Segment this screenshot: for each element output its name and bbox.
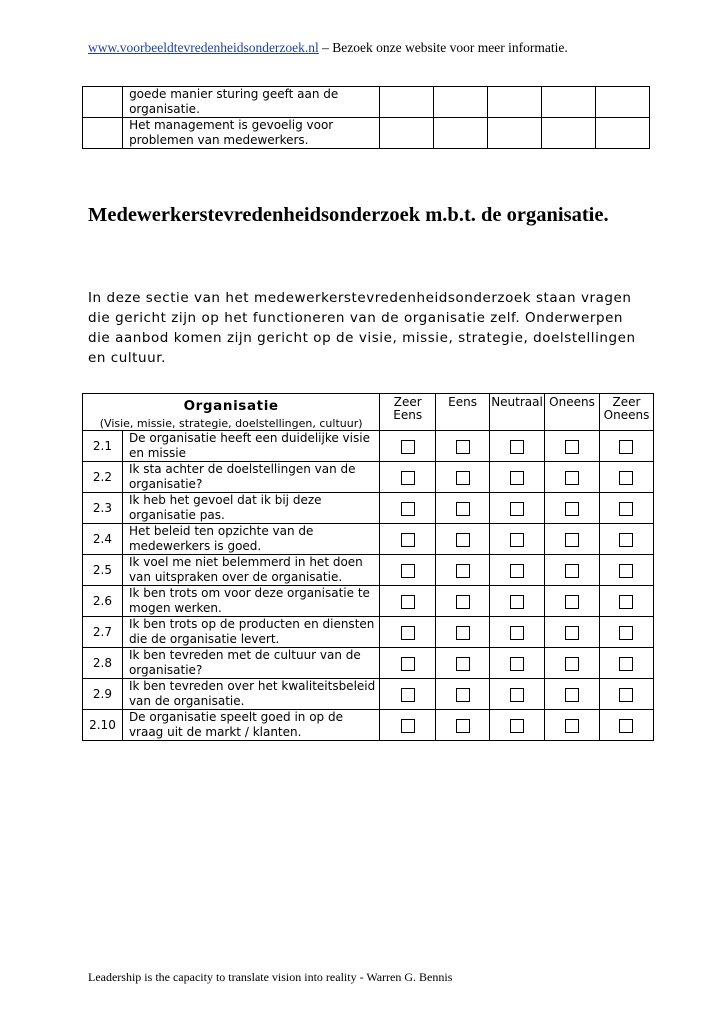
answer-cell[interactable] bbox=[379, 87, 433, 118]
answer-cell bbox=[490, 555, 545, 586]
question-text: Ik ben trots op de producten en diensten die de organisatie levert. bbox=[122, 617, 379, 648]
answer-checkbox[interactable] bbox=[401, 688, 415, 702]
answer-checkbox[interactable] bbox=[510, 502, 524, 516]
answer-checkbox[interactable] bbox=[456, 564, 470, 578]
question-number: 2.9 bbox=[83, 679, 123, 710]
answer-checkbox[interactable] bbox=[565, 533, 579, 547]
answer-checkbox[interactable] bbox=[456, 502, 470, 516]
answer-checkbox[interactable] bbox=[510, 626, 524, 640]
answer-checkbox[interactable] bbox=[456, 626, 470, 640]
answer-cell bbox=[599, 648, 653, 679]
organisation-survey-table bbox=[82, 393, 654, 741]
answer-cell bbox=[490, 617, 545, 648]
answer-cell bbox=[599, 555, 653, 586]
answer-cell bbox=[380, 524, 436, 555]
question-text: Ik sta achter de doelstellingen van de organisatie? bbox=[122, 462, 379, 493]
answer-checkbox[interactable] bbox=[510, 533, 524, 547]
answer-cell bbox=[490, 648, 545, 679]
question-text: Het beleid ten opzichte van de medewerkers is goed. bbox=[122, 524, 379, 555]
answer-checkbox[interactable] bbox=[510, 440, 524, 454]
answer-checkbox[interactable] bbox=[401, 471, 415, 485]
answer-cell bbox=[545, 431, 600, 462]
answer-cell bbox=[380, 648, 436, 679]
answer-cell bbox=[545, 679, 600, 710]
question-number: 2.7 bbox=[83, 617, 123, 648]
table-heading bbox=[83, 394, 380, 431]
answer-checkbox[interactable] bbox=[565, 626, 579, 640]
answer-checkbox[interactable] bbox=[401, 440, 415, 454]
answer-checkbox[interactable] bbox=[619, 564, 633, 578]
answer-checkbox[interactable] bbox=[456, 533, 470, 547]
answer-checkbox[interactable] bbox=[619, 533, 633, 547]
answer-cell bbox=[436, 648, 490, 679]
table-row bbox=[83, 493, 654, 524]
answer-checkbox[interactable] bbox=[456, 688, 470, 702]
answer-checkbox[interactable] bbox=[510, 564, 524, 578]
answer-checkbox[interactable] bbox=[401, 626, 415, 640]
question-number: 2.5 bbox=[83, 555, 123, 586]
table-row bbox=[83, 648, 654, 679]
question-number: 2.10 bbox=[83, 710, 123, 741]
column-header: Zeer Eens bbox=[380, 394, 436, 431]
answer-cell bbox=[599, 710, 653, 741]
answer-cell bbox=[436, 524, 490, 555]
table-subtitle: (Visie, missie, strategie, doelstellingen, cultuur) bbox=[99, 417, 363, 430]
answer-cell bbox=[436, 586, 490, 617]
answer-cell bbox=[436, 493, 490, 524]
answer-cell[interactable] bbox=[595, 87, 649, 118]
answer-cell bbox=[380, 710, 436, 741]
question-text: De organisatie heeft een duidelijke visie en missie bbox=[122, 431, 379, 462]
column-header: Oneens bbox=[545, 394, 600, 431]
question-text: Ik ben tevreden met de cultuur van de organisatie? bbox=[122, 648, 379, 679]
question-number: 2.2 bbox=[83, 462, 123, 493]
answer-cell bbox=[545, 462, 600, 493]
answer-cell bbox=[545, 648, 600, 679]
answer-cell bbox=[599, 617, 653, 648]
answer-cell bbox=[599, 586, 653, 617]
answer-checkbox[interactable] bbox=[565, 471, 579, 485]
table-row bbox=[83, 524, 654, 555]
answer-checkbox[interactable] bbox=[565, 440, 579, 454]
answer-cell bbox=[380, 679, 436, 710]
answer-cell bbox=[599, 431, 653, 462]
answer-cell[interactable] bbox=[541, 118, 595, 149]
table-row bbox=[83, 118, 650, 149]
answer-cell bbox=[380, 586, 436, 617]
answer-checkbox[interactable] bbox=[456, 657, 470, 671]
question-number: 2.6 bbox=[83, 586, 123, 617]
answer-checkbox[interactable] bbox=[401, 564, 415, 578]
question-number bbox=[83, 87, 123, 118]
column-header: Neutraal bbox=[490, 394, 545, 431]
previous-survey-table bbox=[82, 86, 650, 149]
answer-cell bbox=[380, 493, 436, 524]
answer-checkbox[interactable] bbox=[565, 564, 579, 578]
section-title: Medewerkerstevredenheidsonderzoek m.b.t. de organisatie. bbox=[88, 204, 609, 226]
answer-checkbox[interactable] bbox=[456, 595, 470, 609]
answer-checkbox[interactable] bbox=[401, 657, 415, 671]
answer-cell bbox=[599, 493, 653, 524]
answer-checkbox[interactable] bbox=[401, 595, 415, 609]
question-text: Ik heb het gevoel dat ik bij deze organisatie pas. bbox=[122, 493, 379, 524]
answer-cell bbox=[436, 431, 490, 462]
answer-cell[interactable] bbox=[487, 87, 541, 118]
answer-cell bbox=[545, 555, 600, 586]
answer-cell bbox=[490, 462, 545, 493]
answer-cell bbox=[436, 617, 490, 648]
answer-cell bbox=[436, 555, 490, 586]
answer-checkbox[interactable] bbox=[619, 626, 633, 640]
answer-checkbox[interactable] bbox=[565, 688, 579, 702]
answer-cell bbox=[380, 431, 436, 462]
question-text: Ik ben trots om voor deze organisatie te mogen werken. bbox=[122, 586, 379, 617]
answer-checkbox[interactable] bbox=[510, 688, 524, 702]
table-title: Organisatie bbox=[183, 398, 279, 414]
question-number: 2.4 bbox=[83, 524, 123, 555]
table-row bbox=[83, 555, 654, 586]
answer-cell bbox=[545, 617, 600, 648]
answer-cell bbox=[490, 493, 545, 524]
answer-cell bbox=[436, 679, 490, 710]
answer-cell bbox=[545, 524, 600, 555]
table-row bbox=[83, 586, 654, 617]
answer-cell bbox=[380, 617, 436, 648]
answer-cell bbox=[490, 524, 545, 555]
footer-quote: Leadership is the capacity to translate vision into reality - Warren G. Bennis bbox=[88, 970, 453, 984]
section-intro: In deze sectie van het medewerkerstevredenheidsonderzoek staan vragen die gericht zijn op het functioneren van de organisatie zelf. Onderwerpen die aanbod komen zijn gericht op de visie, missie, strategie, doelstellingen en cultuur. bbox=[88, 290, 636, 366]
answer-cell[interactable] bbox=[433, 87, 487, 118]
question-text: goede manier sturing geeft aan de organisatie. bbox=[123, 87, 379, 118]
answer-cell bbox=[490, 710, 545, 741]
answer-cell bbox=[545, 710, 600, 741]
answer-cell bbox=[490, 679, 545, 710]
answer-checkbox[interactable] bbox=[619, 440, 633, 454]
answer-checkbox[interactable] bbox=[619, 502, 633, 516]
question-text: Ik ben tevreden over het kwaliteitsbeleid van de organisatie. bbox=[122, 679, 379, 710]
answer-cell[interactable] bbox=[433, 118, 487, 149]
table-row bbox=[83, 679, 654, 710]
question-number bbox=[83, 118, 123, 149]
answer-checkbox[interactable] bbox=[565, 502, 579, 516]
answer-cell bbox=[436, 462, 490, 493]
answer-checkbox[interactable] bbox=[565, 657, 579, 671]
table-row bbox=[83, 462, 654, 493]
answer-checkbox[interactable] bbox=[456, 471, 470, 485]
page-header bbox=[88, 40, 568, 56]
answer-checkbox[interactable] bbox=[565, 595, 579, 609]
answer-checkbox[interactable] bbox=[619, 719, 633, 733]
answer-cell[interactable] bbox=[595, 118, 649, 149]
answer-checkbox[interactable] bbox=[619, 471, 633, 485]
table-row bbox=[83, 617, 654, 648]
answer-checkbox[interactable] bbox=[456, 719, 470, 733]
answer-cell[interactable] bbox=[541, 87, 595, 118]
table-header-row bbox=[83, 394, 654, 431]
answer-checkbox[interactable] bbox=[565, 719, 579, 733]
answer-cell bbox=[545, 586, 600, 617]
table-row bbox=[83, 431, 654, 462]
answer-checkbox[interactable] bbox=[619, 688, 633, 702]
column-header: Eens bbox=[436, 394, 490, 431]
answer-cell bbox=[490, 586, 545, 617]
question-number: 2.8 bbox=[83, 648, 123, 679]
table-row bbox=[83, 87, 650, 118]
answer-checkbox[interactable] bbox=[456, 440, 470, 454]
column-header: Zeer Oneens bbox=[599, 394, 653, 431]
answer-cell[interactable] bbox=[487, 118, 541, 149]
question-number: 2.1 bbox=[83, 431, 123, 462]
header-text: – Bezoek onze website voor meer informatie. bbox=[318, 40, 568, 55]
question-number: 2.3 bbox=[83, 493, 123, 524]
question-text: Ik voel me niet belemmerd in het doen van uitspraken over de organisatie. bbox=[122, 555, 379, 586]
answer-checkbox[interactable] bbox=[510, 719, 524, 733]
answer-checkbox[interactable] bbox=[619, 657, 633, 671]
answer-cell bbox=[599, 524, 653, 555]
table-row bbox=[83, 710, 654, 741]
answer-cell bbox=[599, 462, 653, 493]
answer-checkbox[interactable] bbox=[619, 595, 633, 609]
answer-checkbox[interactable] bbox=[401, 719, 415, 733]
answer-checkbox[interactable] bbox=[510, 595, 524, 609]
website-link[interactable]: www.voorbeeldtevredenheidsonderzoek.nl bbox=[88, 40, 319, 55]
answer-checkbox[interactable] bbox=[401, 533, 415, 547]
question-text: De organisatie speelt goed in op de vraag uit de markt / klanten. bbox=[122, 710, 379, 741]
answer-cell bbox=[545, 493, 600, 524]
answer-checkbox[interactable] bbox=[510, 471, 524, 485]
answer-cell bbox=[380, 555, 436, 586]
answer-cell[interactable] bbox=[379, 118, 433, 149]
answer-cell bbox=[490, 431, 545, 462]
answer-cell bbox=[436, 710, 490, 741]
answer-checkbox[interactable] bbox=[510, 657, 524, 671]
answer-cell bbox=[599, 679, 653, 710]
answer-checkbox[interactable] bbox=[401, 502, 415, 516]
question-text: Het management is gevoelig voor problemen van medewerkers. bbox=[123, 118, 379, 149]
answer-cell bbox=[380, 462, 436, 493]
